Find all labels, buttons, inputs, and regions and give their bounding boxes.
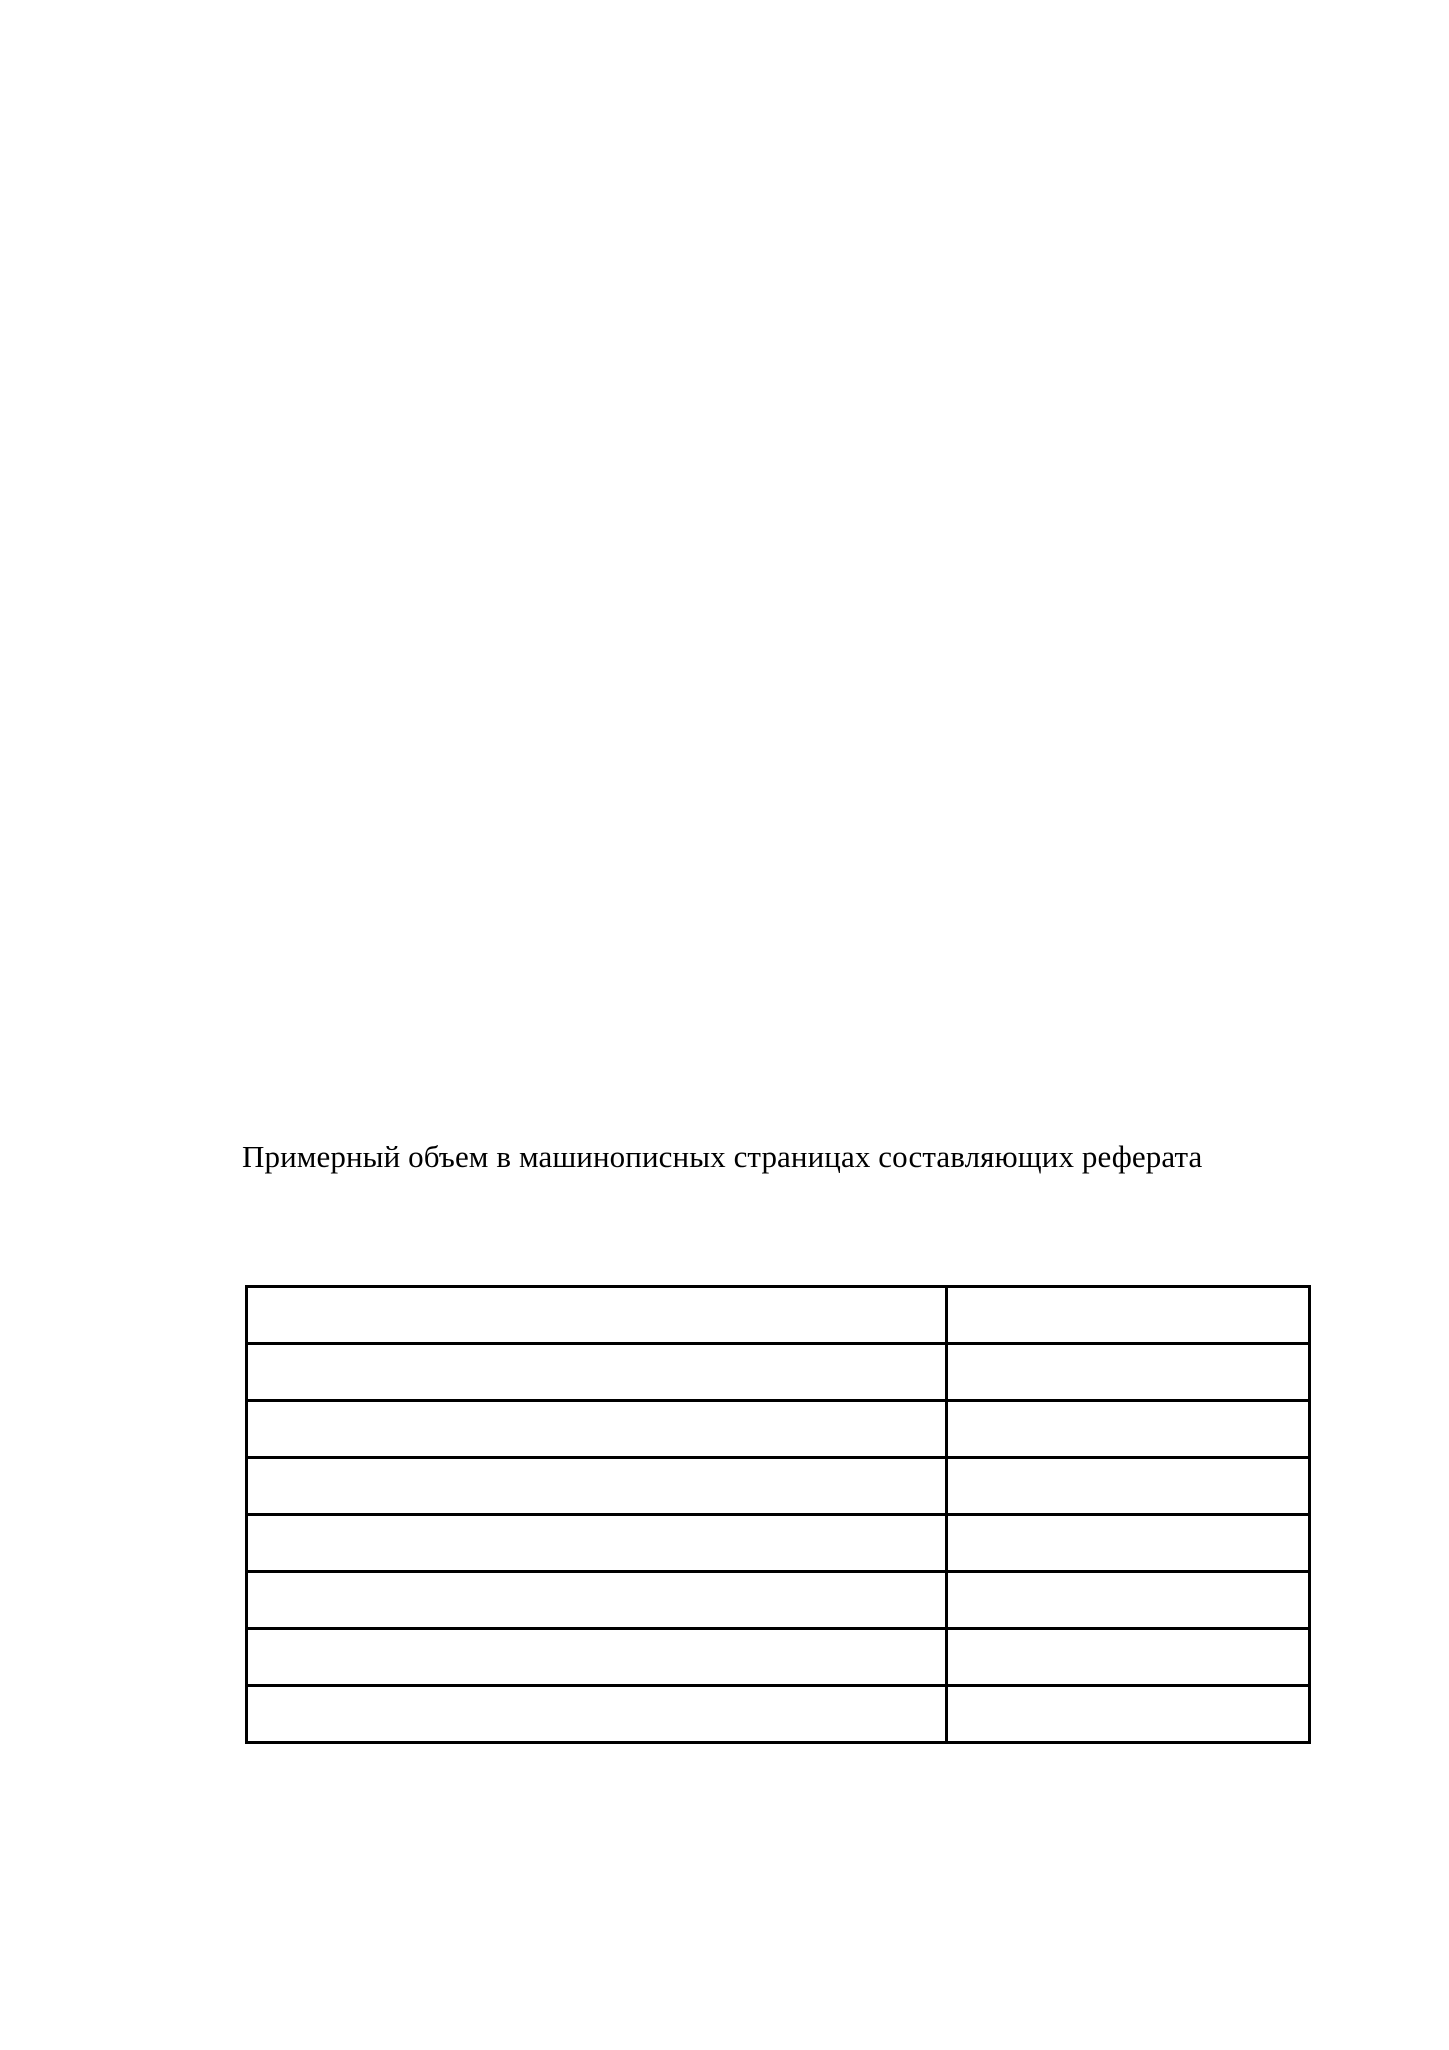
section-cell: [247, 1458, 947, 1515]
pages-cell: [947, 1629, 1310, 1686]
pages-cell: [947, 1287, 1310, 1344]
pages-cell: [947, 1344, 1310, 1401]
table-row: [247, 1458, 1310, 1515]
section-cell: [247, 1287, 947, 1344]
pages-cell: [947, 1458, 1310, 1515]
table-row: [247, 1515, 1310, 1572]
volume-table: [245, 1285, 1311, 1744]
table-row: [247, 1344, 1310, 1401]
section-cell: [247, 1686, 947, 1743]
table-row: [247, 1287, 1310, 1344]
table-row: [247, 1629, 1310, 1686]
table-caption: Примерный объем в машинописных страницах составляющих реферата: [242, 1139, 1203, 1174]
pages-cell: [947, 1515, 1310, 1572]
table-row: [247, 1401, 1310, 1458]
pages-cell: [947, 1686, 1310, 1743]
section-cell: [247, 1344, 947, 1401]
pages-cell: [947, 1572, 1310, 1629]
section-cell: [247, 1515, 947, 1572]
table-row: [247, 1686, 1310, 1743]
section-cell: [247, 1572, 947, 1629]
section-cell: [247, 1401, 947, 1458]
section-cell: [247, 1629, 947, 1686]
table-row: [247, 1572, 1310, 1629]
pages-cell: [947, 1401, 1310, 1458]
